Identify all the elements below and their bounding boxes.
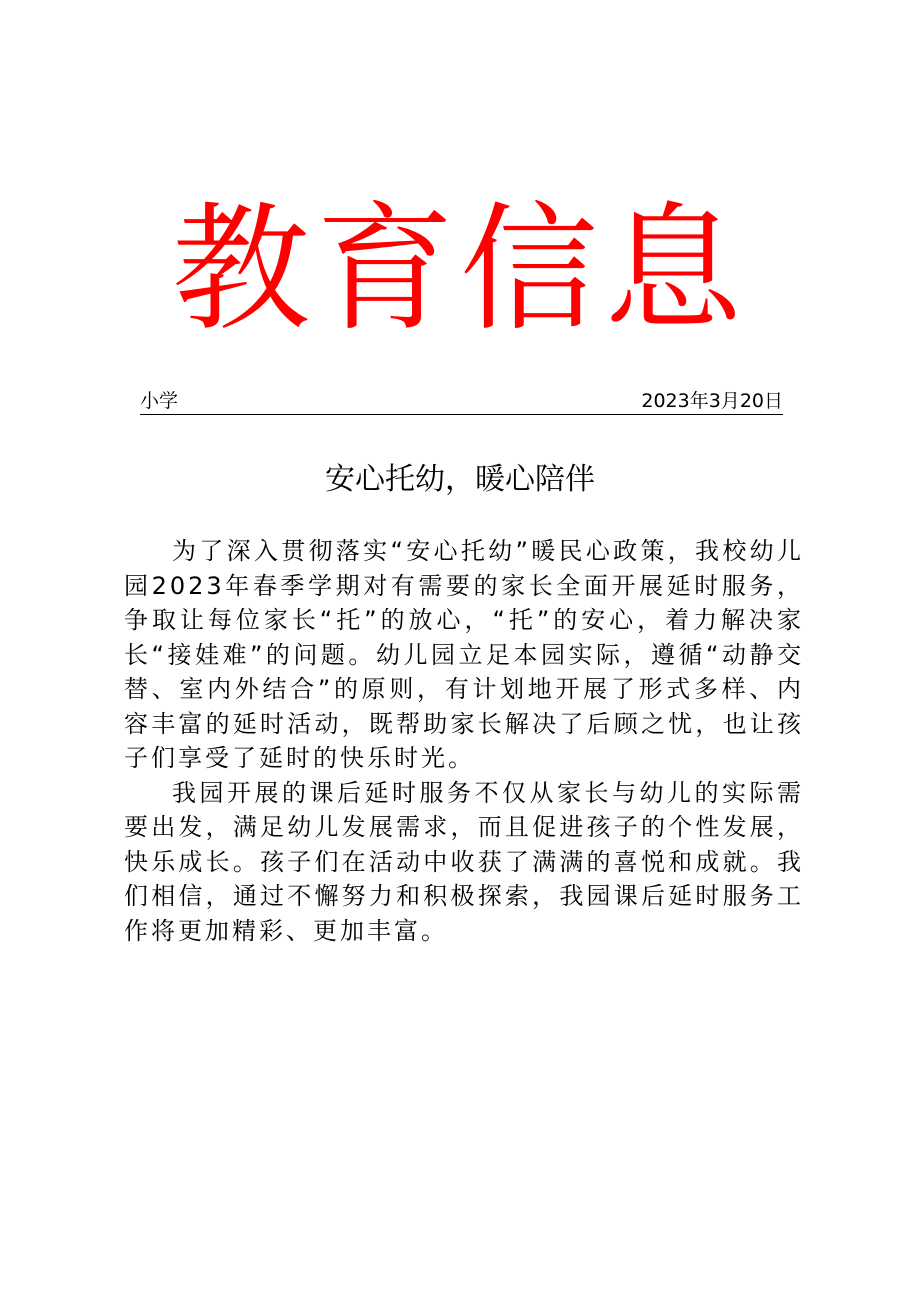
issue-line xyxy=(140,388,783,415)
issue-date: 2023年3月20日 xyxy=(641,390,783,412)
article-headline: 安心托幼，暖心陪伴 xyxy=(325,462,595,497)
school-name: 小学 xyxy=(140,390,179,412)
article-paragraph-2: 我园开展的课后延时服务不仅从家长与幼儿的实际需要出发，满足幼儿发展需求，而且促进孩子的个性发展，快乐成长。孩子们在活动中收获了满满的喜悦和成就。我们相信，通过不懈努力和积极探索，我园课后延时服务工作将更加精彩、更加丰富。 xyxy=(124,778,804,945)
article-body xyxy=(124,534,804,948)
masthead-title: 教育信息 xyxy=(171,189,748,350)
article-paragraph-1: 为了深入贯彻落实“安心托幼”暖民心政策，我校幼儿园2023年春季学期对有需要的家长全面开展延时服务，争取让每位家长“托”的放心，“托”的安心，着力解决家长“接娃难”的问题。幼儿园立足本园实际，遵循“动静交替、室内外结合”的原则，有计划地开展了形式多样、内容丰富的延时活动，既帮助家长解决了后顾之忧，也让孩子们享受了延时的快乐时光。 xyxy=(124,537,804,772)
